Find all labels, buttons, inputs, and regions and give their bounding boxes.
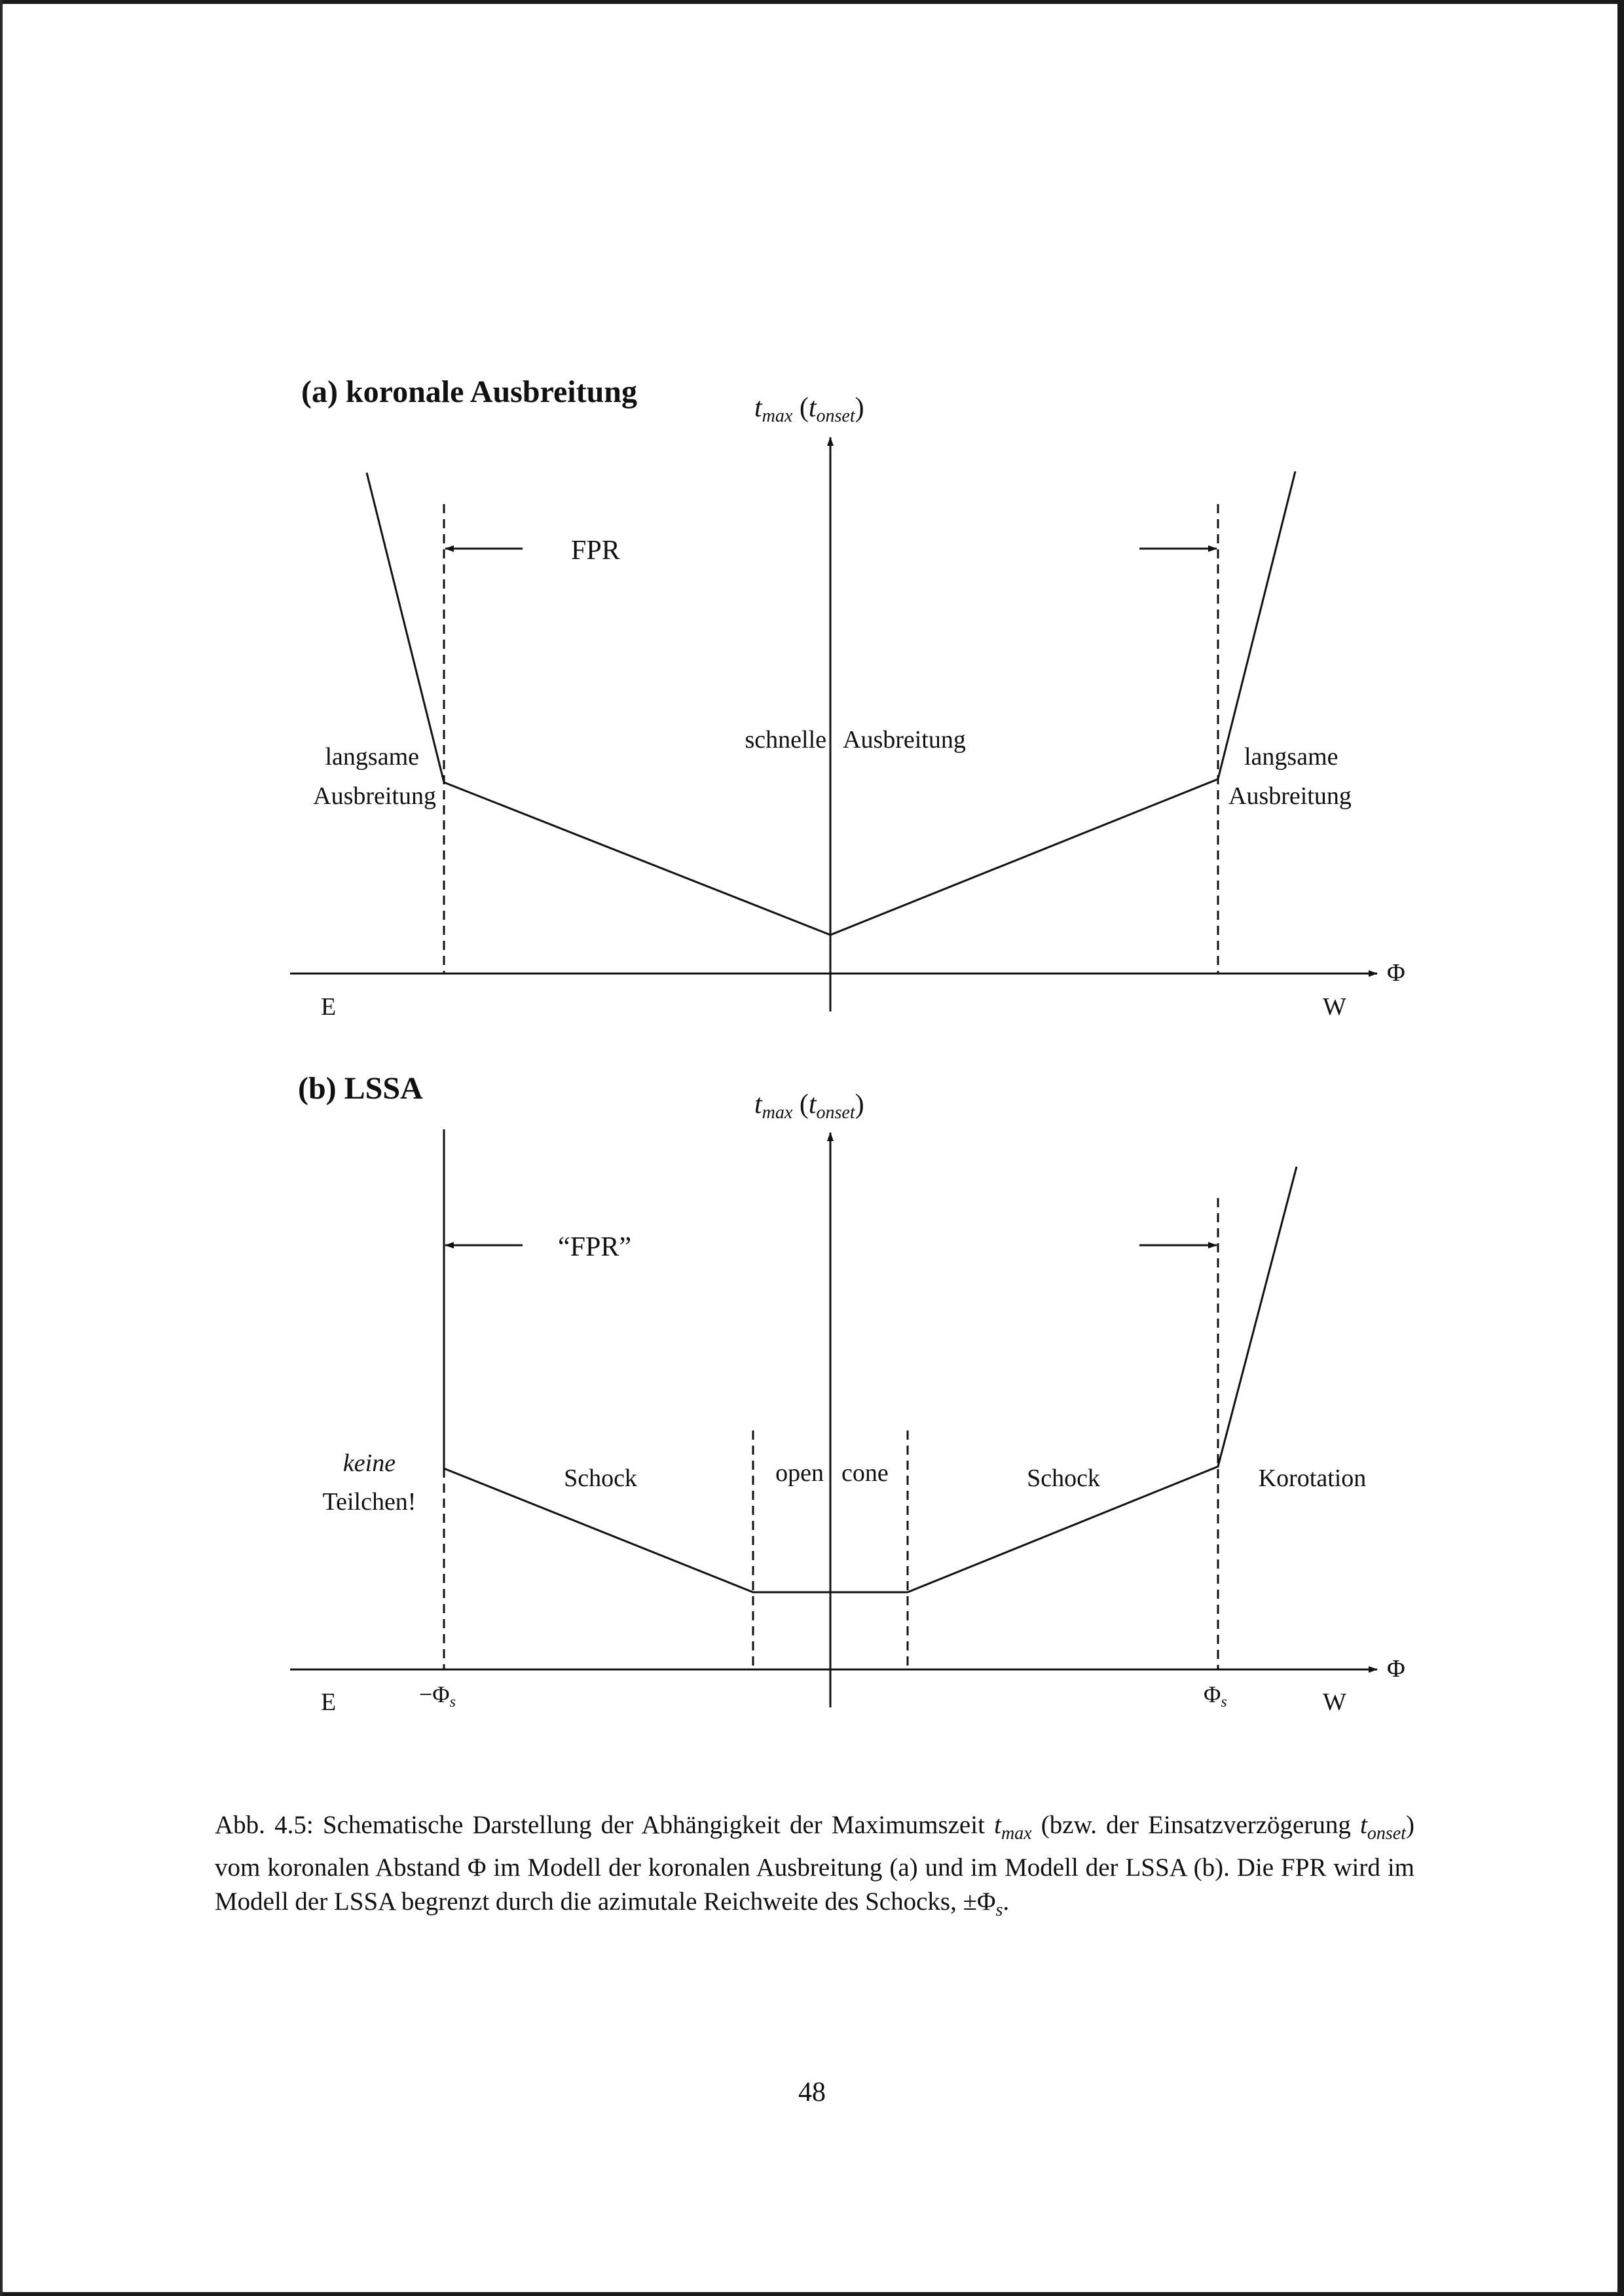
- panel-b-east-label: E: [321, 1688, 337, 1716]
- panel-b-fpr-label: “FPR”: [558, 1232, 632, 1262]
- panel-a-slow-left-line1: langsame: [325, 743, 419, 771]
- panel-a-title: (a) koronale Ausbreitung: [301, 374, 637, 409]
- page-number: 48: [798, 2077, 826, 2107]
- panel-a-fast-label-right: Ausbreitung: [843, 726, 966, 754]
- panel-a-y-axis-label: tmax (tonset): [754, 393, 864, 426]
- panel-b-phi-s: Φs: [1204, 1681, 1227, 1711]
- panel-b-y-axis-label: tmax (tonset): [754, 1089, 864, 1123]
- panel-b-schock-left-label: Schock: [564, 1465, 637, 1492]
- panel-b-open-label: open: [775, 1459, 824, 1487]
- panel-b-korotation-label: Korotation: [1258, 1465, 1367, 1492]
- panel-b-schock-right-label: Schock: [1027, 1465, 1100, 1492]
- panel-b-cone-label: cone: [841, 1459, 889, 1487]
- panel-a-fpr-label: FPR: [571, 536, 620, 566]
- panel-a: [290, 374, 1405, 1021]
- panel-a-slow-left-line2: Ausbreitung: [313, 782, 436, 810]
- panel-a-east-label: E: [321, 993, 337, 1021]
- panel-a-x-axis-symbol: Φ: [1387, 959, 1405, 987]
- panel-b-west-label: W: [1323, 1688, 1346, 1716]
- scan-border-bottom: [0, 2292, 1624, 2296]
- panel-b-minus-phi-s: −Φs: [419, 1681, 456, 1711]
- panel-b-keine-label: keine: [342, 1449, 396, 1477]
- panel-b-x-axis-symbol: Φ: [1387, 1655, 1405, 1683]
- panel-a-slow-right-line2: Ausbreitung: [1228, 782, 1352, 810]
- figure-caption: Abb. 4.5: Schematische Darstellung der Abhängigkeit der Maximumszeit $t_{max}$ (bzw. der Einsatzverzögerung $t_{onset}$) vom koronalen Abstand Φ im Modell der koronalen Ausbreitung (a) und im Modell der LSSA (b). Die FPR wird im Modell der LSSA begrenzt durch die azimutale Reichweite des Schocks, $\pm\Phi_s$.: [215, 1811, 1414, 1920]
- panel-b: [290, 1071, 1405, 1716]
- panel-b-title: (b) LSSA: [298, 1071, 423, 1106]
- panel-a-west-label: W: [1323, 993, 1346, 1021]
- panel-a-slow-right-line1: langsame: [1244, 743, 1338, 771]
- panel-b-teilchen-label: Teilchen!: [322, 1488, 416, 1516]
- panel-b-timing-curve: [444, 1167, 1297, 1592]
- panel-a-fast-label-left: schnelle: [745, 726, 826, 754]
